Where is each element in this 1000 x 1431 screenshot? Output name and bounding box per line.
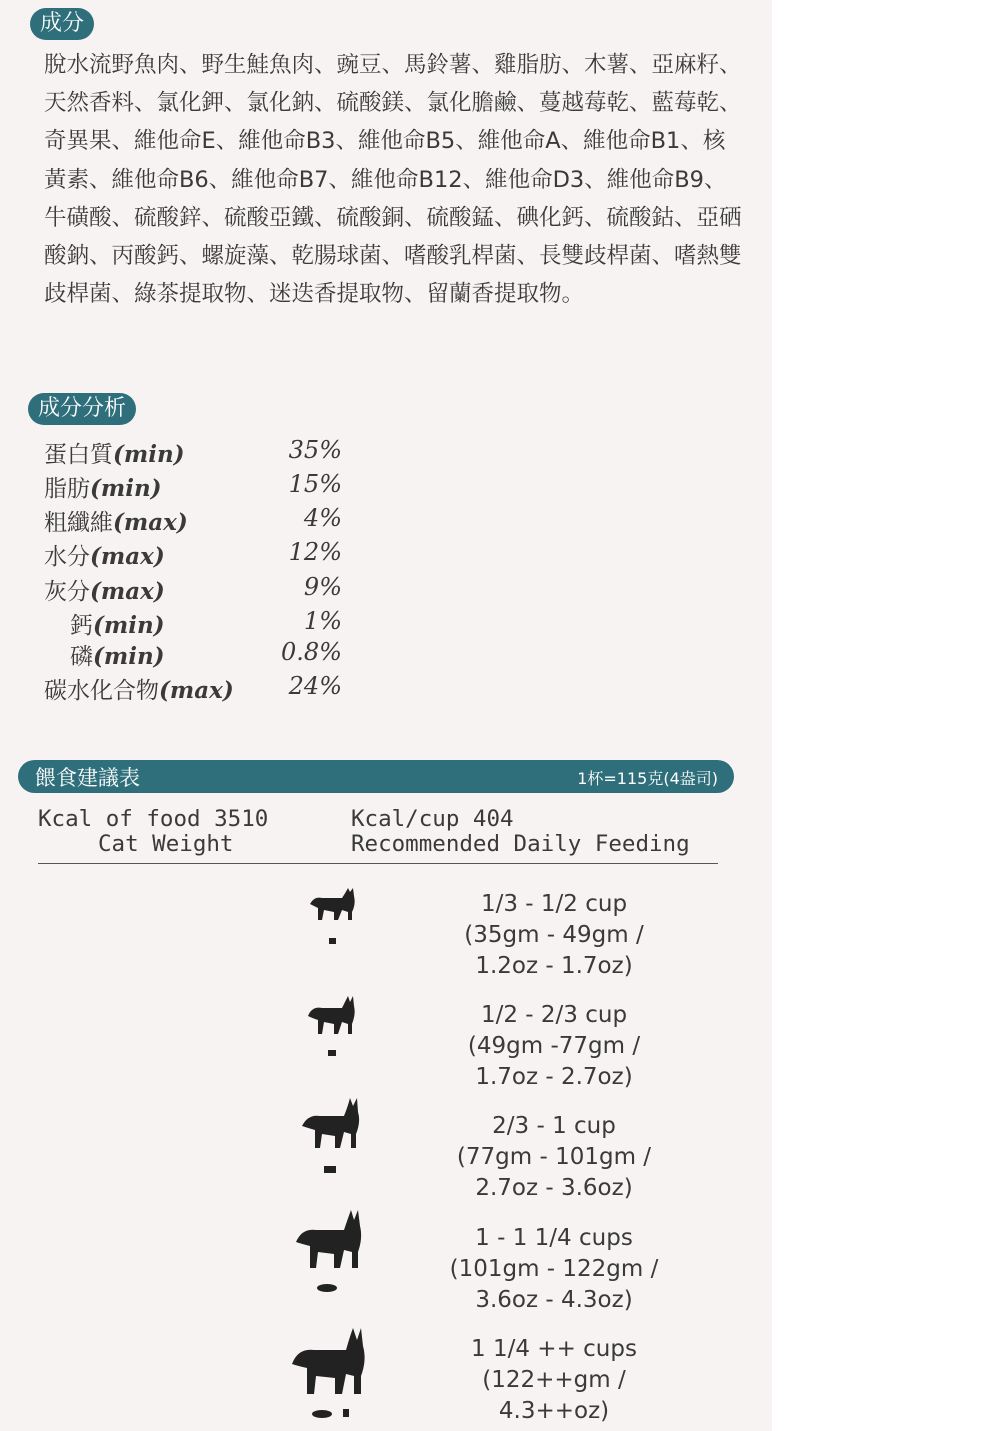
analysis-title: 成分分析 [28,393,136,425]
ingredients-title: 成分 [30,8,94,40]
cups-amount: 1/2 - 2/3 cup [480,1002,628,1028]
grams-amount: (35gm - 49gm / [464,922,644,948]
analysis-row: 鈣(min) 1% [70,607,342,639]
analysis-row: 碳水化合物(max) 24% [44,672,342,704]
grams-amount: (77gm - 101gm / [456,1144,652,1170]
ounces-amount: 3.6oz - 4.3oz) [475,1287,633,1313]
ingredients-text: 脫水流野魚肉、野生鮭魚肉、豌豆、馬鈴薯、雞脂肪、木薯、亞麻籽、天然香料、氯化鉀、氯化鈉、硫酸鎂、氯化膽鹼、蔓越莓乾、藍莓乾、奇異果、維他命E、維他命B3、維他命B5、維他命A、維他命B1、核黃素、維他命B6、維他命B7、維他命B12、維他命D3、維他命B9、牛磺酸、硫酸鋅、硫酸亞鐵、硫酸銅、硫酸錳、碘化鈣、硫酸鈷、亞硒酸鈉、丙酸鈣、螺旋藻、乾腸球菌、嗜酸乳桿菌、長雙歧桿菌、嗜熱雙歧桿菌、綠茶提取物、迷迭香提取物、留蘭香提取物。 [44,52,742,308]
analysis-row: 蛋白質(min) 35% [44,436,342,468]
feeding-title: 餵食建議表 [35,766,140,790]
ounces-amount: 1.7oz - 2.7oz) [475,1064,633,1090]
cat-icon [300,1092,364,1180]
analysis-row: 磷(min) 0.8% [70,638,342,670]
cups-amount: 2/3 - 1 cup [492,1113,616,1139]
cat-icon [294,1204,368,1296]
cup-conversion-note: 1杯=115克(4盎司) [577,769,718,788]
cups-amount: 1/3 - 1/2 cup [480,891,628,917]
col-daily-feeding: Recommended Daily Feeding [351,831,690,857]
cat-icon [308,882,358,950]
analysis-row: 水分(max) 12% [44,538,342,570]
kcal-of-food: Kcal of food 3510 [38,806,269,832]
grams-amount: (101gm - 122gm / [449,1256,659,1282]
cups-amount: 1 - 1 1/4 cups [475,1225,633,1251]
ounces-amount: 1.2oz - 1.7oz) [475,953,633,979]
cat-icon [290,1322,372,1424]
cat-icon [306,990,360,1062]
analysis-row: 脂肪(min) 15% [44,470,342,502]
ounces-amount: 2.7oz - 3.6oz) [475,1175,633,1201]
analysis-row: 灰分(max) 9% [44,573,342,605]
ounces-amount: 4.3++oz) [498,1398,610,1424]
grams-amount: (49gm -77gm / [467,1033,641,1059]
grams-amount: (122++gm / [482,1367,626,1393]
feeding-title-bar [18,760,734,793]
kcal-per-cup: Kcal/cup 404 [351,806,514,832]
cups-amount: 1 1/4 ++ cups [471,1336,637,1362]
col-cat-weight: Cat Weight [98,831,234,857]
analysis-row: 粗纖維(max) 4% [44,504,342,536]
header-divider [38,863,718,864]
